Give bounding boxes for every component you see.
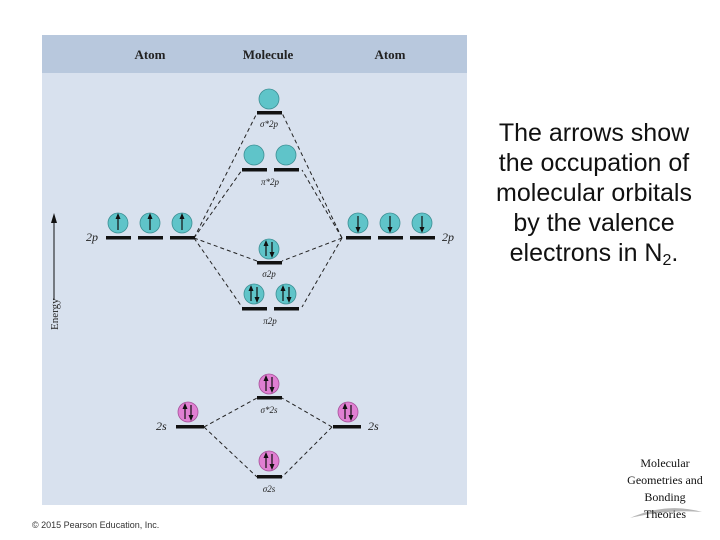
pi-star-2p-level-a [242, 168, 267, 172]
sigma-star-2p-level [257, 111, 282, 115]
right-2s-level [333, 425, 361, 429]
pi-star-2p-orbital-b [276, 145, 296, 165]
sigma-2p-label: σ2p [262, 269, 276, 279]
sigma-2s-label: σ2s [262, 484, 276, 494]
sigma-star-2p-orbital [259, 89, 279, 109]
right-2s-label: 2s [368, 419, 379, 433]
pi-2p-orbital-b [276, 284, 296, 304]
pi-star-2p-level-b [274, 168, 299, 172]
sigma-2p-orbital [259, 239, 279, 259]
right-2p-level-1 [346, 236, 371, 240]
sigma-star-2s-orbital [259, 374, 279, 394]
right-2p-label: 2p [442, 230, 454, 244]
left-2p-level-3 [170, 236, 195, 240]
left-2s-orbital [178, 402, 198, 422]
pi-2p-level-a [242, 307, 267, 311]
pi-star-2p-label: π*2p [260, 177, 280, 187]
left-2p-level-1 [106, 236, 131, 240]
left-2s-label: 2s [156, 419, 167, 433]
copyright-notice: © 2015 Pearson Education, Inc. [32, 520, 160, 530]
header-molecule: Molecule [242, 47, 294, 62]
pi-star-2p-orbital-a [244, 145, 264, 165]
right-2s-orbital [338, 402, 358, 422]
left-2p-orbitals [108, 213, 192, 233]
left-2p-label: 2p [86, 230, 98, 244]
right-2p-level-3 [410, 236, 435, 240]
diagram-panel [42, 35, 467, 505]
sigma-star-2s-label: σ*2s [260, 405, 278, 415]
mo-diagram [42, 35, 467, 505]
left-2s-level [176, 425, 204, 429]
energy-axis-label: Energy [49, 298, 61, 330]
header-atom-right: Atom [374, 47, 406, 62]
sigma-star-2p-label: σ*2p [260, 119, 278, 129]
right-2p-level-2 [378, 236, 403, 240]
sigma-2p-level [257, 261, 282, 265]
sigma-2s-level [257, 475, 282, 479]
caption-text [488, 118, 700, 276]
header-atom-left: Atom [134, 47, 166, 62]
right-2p-orbitals [348, 213, 432, 233]
caption-end: . [671, 239, 679, 267]
pi-2p-label: π2p [263, 316, 277, 326]
footer-title: Molecular Geometries and Bonding Theories [627, 456, 703, 521]
sigma-star-2s-level [257, 396, 282, 400]
sigma-2s-orbital [259, 451, 279, 471]
pi-2p-orbital-a [244, 284, 264, 304]
caption-main: The arrows show the occupation of molecular orbitals by the valence electrons in N [496, 119, 692, 267]
left-2p-level-2 [138, 236, 163, 240]
pi-2p-level-b [274, 307, 299, 311]
caption-subscript: 2 [662, 252, 672, 269]
